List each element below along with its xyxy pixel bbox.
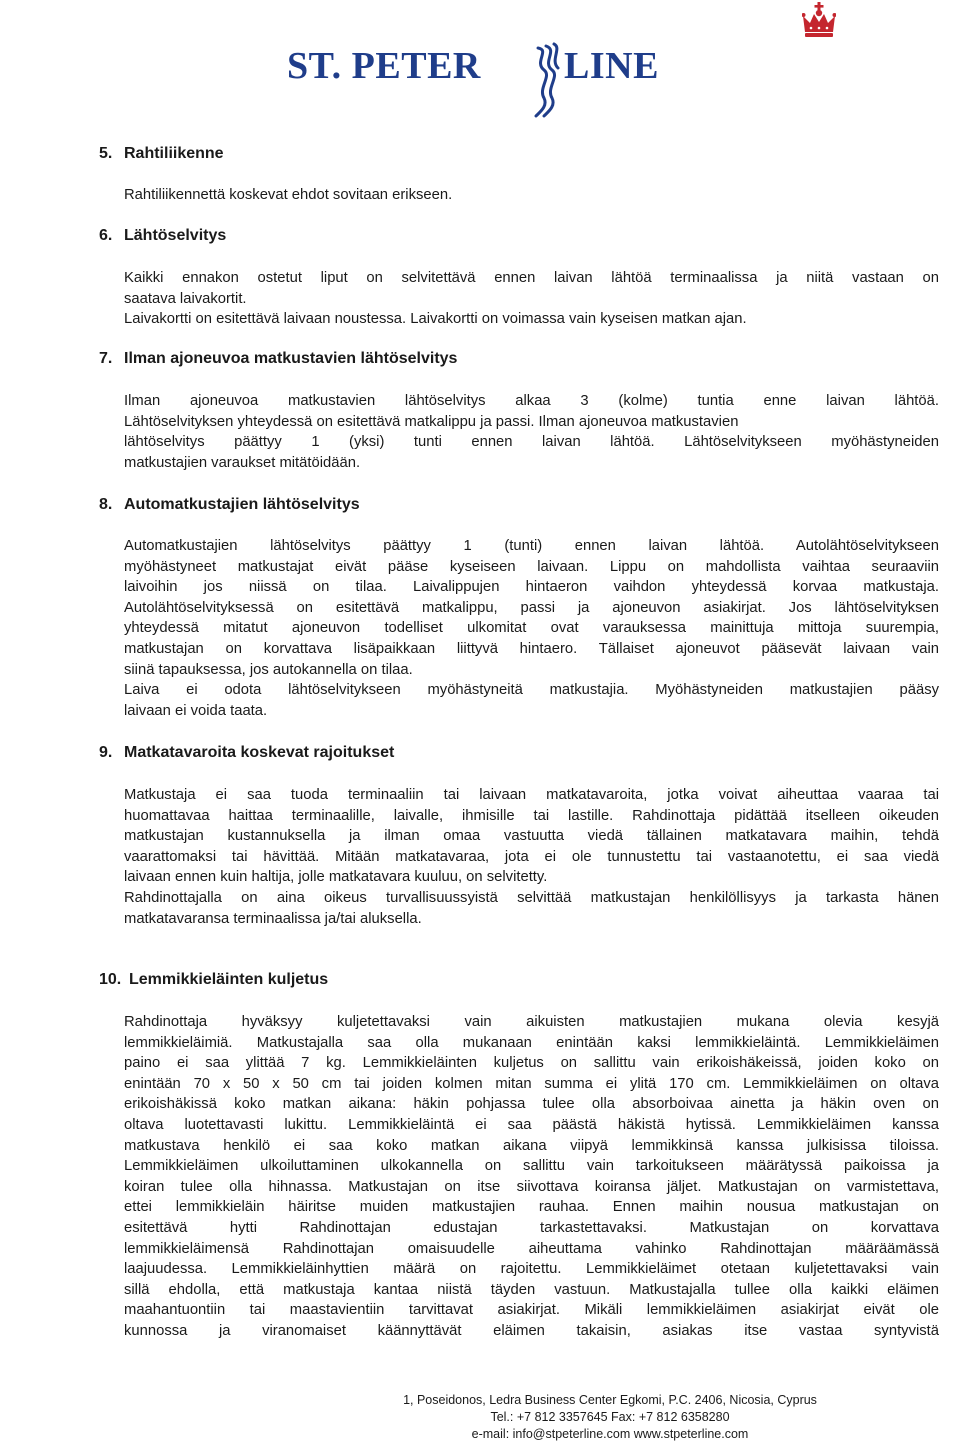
logo-text-left: ST. PETER bbox=[287, 45, 481, 87]
text-line: Rahdinottaja hyväksyy kuljetettavaksi vain aikuisten matkustajien mukana olevia kesyjä bbox=[124, 1014, 939, 1030]
section-title: Matkatavaroita koskevat rajoitukset bbox=[124, 744, 395, 761]
text-line: myöhästyneet matkustajat eivät pääse kyseiseen laivaan. Lippu on mahdollista vaihtaa seuraaviin bbox=[124, 558, 939, 575]
text-line: esitettävä hytti Rahdinottajan edustajan tarkastettavaksi. Matkustajan on korvattava bbox=[124, 1219, 939, 1236]
section-7-heading bbox=[99, 350, 457, 368]
text-line: lemmikkieläimiä. Matkustajalla saa olla mukanaan enintään kaksi lemmikkieläintä. Lemmikkieläimen bbox=[124, 1034, 939, 1051]
text-line: laajuudessa. Lemmikkieläinhyttien määrä on rajoitettu. Lemmikkieläimet otetaan kuljetettavaksi vain bbox=[124, 1261, 939, 1278]
text-line: koiran tulee olla hihnassa. Matkustajan on itse siivottava koiransa jäljet. Matkustajan on varmistettava, bbox=[124, 1178, 939, 1195]
text-line: laivaan ei voida taata. bbox=[124, 702, 268, 719]
logo-text-right: LINE bbox=[564, 45, 659, 87]
text-line: maahantuontiin tai maastavientiin tarvittavat asiakirjat. Mikäli lemmikkieläimen asiakirjat eivät ole bbox=[124, 1302, 939, 1319]
section-5-heading bbox=[99, 145, 224, 163]
section-title: Lähtöselvitys bbox=[124, 227, 227, 244]
text-line: Rahtiliikennettä koskevat ehdot sovitaan erikseen. bbox=[124, 187, 453, 203]
text-line: Laivakortti on esitettävä laivaan noustessa. Laivakortti on voimassa vain kyseisen matkan ajan. bbox=[124, 311, 747, 328]
text-line: lähtöselvitys päättyy 1 (yksi) tunti ennen laivan lähtöä. Lähtöselvitykseen myöhästyneiden bbox=[124, 434, 939, 451]
section-5-body bbox=[124, 185, 939, 206]
section-8-body bbox=[124, 536, 939, 721]
text-line: Laiva ei odota lähtöselvitykseen myöhästyneitä matkustajia. Myöhästyneiden matkustajien pääsy bbox=[124, 682, 939, 699]
footer-phones: Tel.: +7 812 3357645 Fax: +7 812 6358280 bbox=[490, 1410, 730, 1424]
text-line: Rahdinottajalla on aina oikeus turvallisuussyistä selvittää matkustajan henkilöllisyys ja tarkasta hänen bbox=[124, 889, 939, 906]
section-number: 6. bbox=[99, 227, 113, 244]
section-6-body bbox=[124, 268, 939, 330]
section-number: 8. bbox=[99, 496, 113, 513]
text-line: paino ei saa ylittää 7 kg. Lemmikkieläinten kuljetus on sallittu vain erikoishäkeissä, joiden koko on bbox=[124, 1055, 939, 1072]
section-title: Ilman ajoneuvoa matkustavien lähtöselvitys bbox=[124, 350, 458, 367]
text-line: enintään 70 x 50 x 50 cm tai joiden kolmen mitan summa ei ylitä 170 cm. Lemmikkieläimen on oltava bbox=[124, 1075, 939, 1092]
section-7-body bbox=[124, 391, 939, 473]
text-line: Ilman ajoneuvoa matkustavien lähtöselvitys alkaa 3 (kolme) tuntia enne laivan lähtöä. bbox=[124, 393, 939, 409]
text-line: laivaan ennen kuin haltija, jolle matkatavara kuuluu, on selvitetty. bbox=[124, 869, 548, 886]
footer-contact: e-mail: info@stpeterline.com www.stpeterline.com bbox=[471, 1427, 749, 1441]
text-line: huomattavaa haittaa terminaalille, laivalle, ihmisille tai lastille. Rahdinottaja pidättää itselleen oikeuden bbox=[124, 807, 939, 824]
text-line: lemmikkieläimensä Rahdinottajan omaisuudelle aiheuttama vahinko Rahdinottajan määräämässä bbox=[124, 1240, 939, 1257]
text-line: saatava laivakortit. bbox=[124, 290, 247, 307]
text-line: laivoihin jos niissä on tilaa. Laivalippujen hintaeron vaihdon yhteydessä korvaa matkustaja. bbox=[124, 579, 939, 596]
text-line: sillä ehdolla, että matkustaja kantaa niistä täyden vastuun. Matkustajalla tullee olla kaikki eläimen bbox=[124, 1281, 939, 1298]
text-line: matkatavaransa terminaalissa ja/tai aluksella. bbox=[124, 910, 422, 927]
section-number: 10. bbox=[99, 971, 122, 988]
section-10-body bbox=[124, 1012, 939, 1342]
text-line: siinä tapauksessa, jos autokannella on tilaa. bbox=[124, 661, 413, 678]
section-number: 5. bbox=[99, 145, 113, 162]
section-9-heading bbox=[99, 744, 394, 762]
text-line: erikoishäkissä koko matkan aikana: häkin pohjassa tulee olla absorboivaa ainetta ja häkin oven on bbox=[124, 1096, 939, 1113]
text-line: Matkustaja ei saa tuoda terminaaliin tai laivaan matkatavaroita, jotka voivat aiheuttaa vaaraa tai bbox=[124, 787, 939, 803]
text-line: Autolähtöselvityksessä on esitettävä matkalippu, passi ja ajoneuvon asiakirjat. Jos lähtöselvityksen bbox=[124, 599, 939, 616]
text-line: Lemmikkieläimen ulkoiluttaminen ulkokannella on sallittu vain tarkoitukseen määrätyssä paikoissa ja bbox=[124, 1158, 939, 1175]
text-line: matkustajan kustannuksella ja ilman omaa vastuutta viedä tällainen matkatavara maihin, tehdä bbox=[124, 828, 939, 845]
swirl-emblem-icon bbox=[530, 40, 562, 118]
text-line: yhteydessä mitatut ajoneuvon todelliset ulkomitat ovat varauksessa mainittuja mittoja suurempia, bbox=[124, 620, 939, 637]
text-line: vaarattomaksi tai hävittää. Mitään matkatavaraa, jota ei ole tunnustettu tai vastaanotettu, ei saa viedä bbox=[124, 848, 939, 865]
crown-icon bbox=[802, 2, 836, 40]
section-title: Lemmikkieläinten kuljetus bbox=[129, 971, 329, 988]
section-title: Rahtiliikenne bbox=[124, 145, 224, 162]
text-line: ettei lemmikkieläin häiritse muiden matkustajien rauhaa. Ennen maihin nousua matkustajan on bbox=[124, 1199, 939, 1216]
text-line: kunnossa ja viranomaiset käännyttävät eläimen takaisin, asiakas itse vastaa syntyvistä bbox=[124, 1322, 939, 1339]
section-8-heading bbox=[99, 496, 360, 514]
section-6-heading bbox=[99, 227, 226, 245]
text-line: oltava luotettavasti lukittu. Lemmikkieläintä ei saa päästä häkistä hytissä. Lemmikkieläimen kanssa bbox=[124, 1116, 939, 1133]
text-line: matkustajan on korvattava lisäpaikkaan liittyvä hintaero. Tällaiset ajoneuvot pääsevät laivaan vain bbox=[124, 640, 939, 657]
text-line: Automatkustajien lähtöselvitys päättyy 1 (tunti) ennen laivan lähtöä. Autolähtöselvitykseen bbox=[124, 538, 939, 554]
page-footer bbox=[260, 1392, 960, 1443]
section-number: 9. bbox=[99, 744, 113, 761]
text-line: matkustajien varaukset mitätöidään. bbox=[124, 454, 361, 471]
company-logo bbox=[280, 0, 680, 130]
section-number: 7. bbox=[99, 350, 113, 367]
section-title: Automatkustajien lähtöselvitys bbox=[124, 496, 360, 513]
text-line: matkustava henkilö ei saa koko matkan aikana viipyä lemmikkinsä kanssa julkisissa tiloissa. bbox=[124, 1137, 939, 1154]
text-line: Kaikki ennakon ostetut liput on selvitettävä ennen laivan lähtöä terminaalissa ja niitä vastaan on bbox=[124, 270, 939, 286]
footer-address: 1, Poseidonos, Ledra Business Center Egkomi, P.C. 2406, Nicosia, Cyprus bbox=[403, 1393, 817, 1407]
text-line: Lähtöselvityksen yhteydessä on esitettävä matkalippu ja passi. Ilman ajoneuvoa matkustavien bbox=[124, 413, 739, 430]
section-10-heading bbox=[99, 971, 328, 989]
section-9-body bbox=[124, 785, 939, 929]
